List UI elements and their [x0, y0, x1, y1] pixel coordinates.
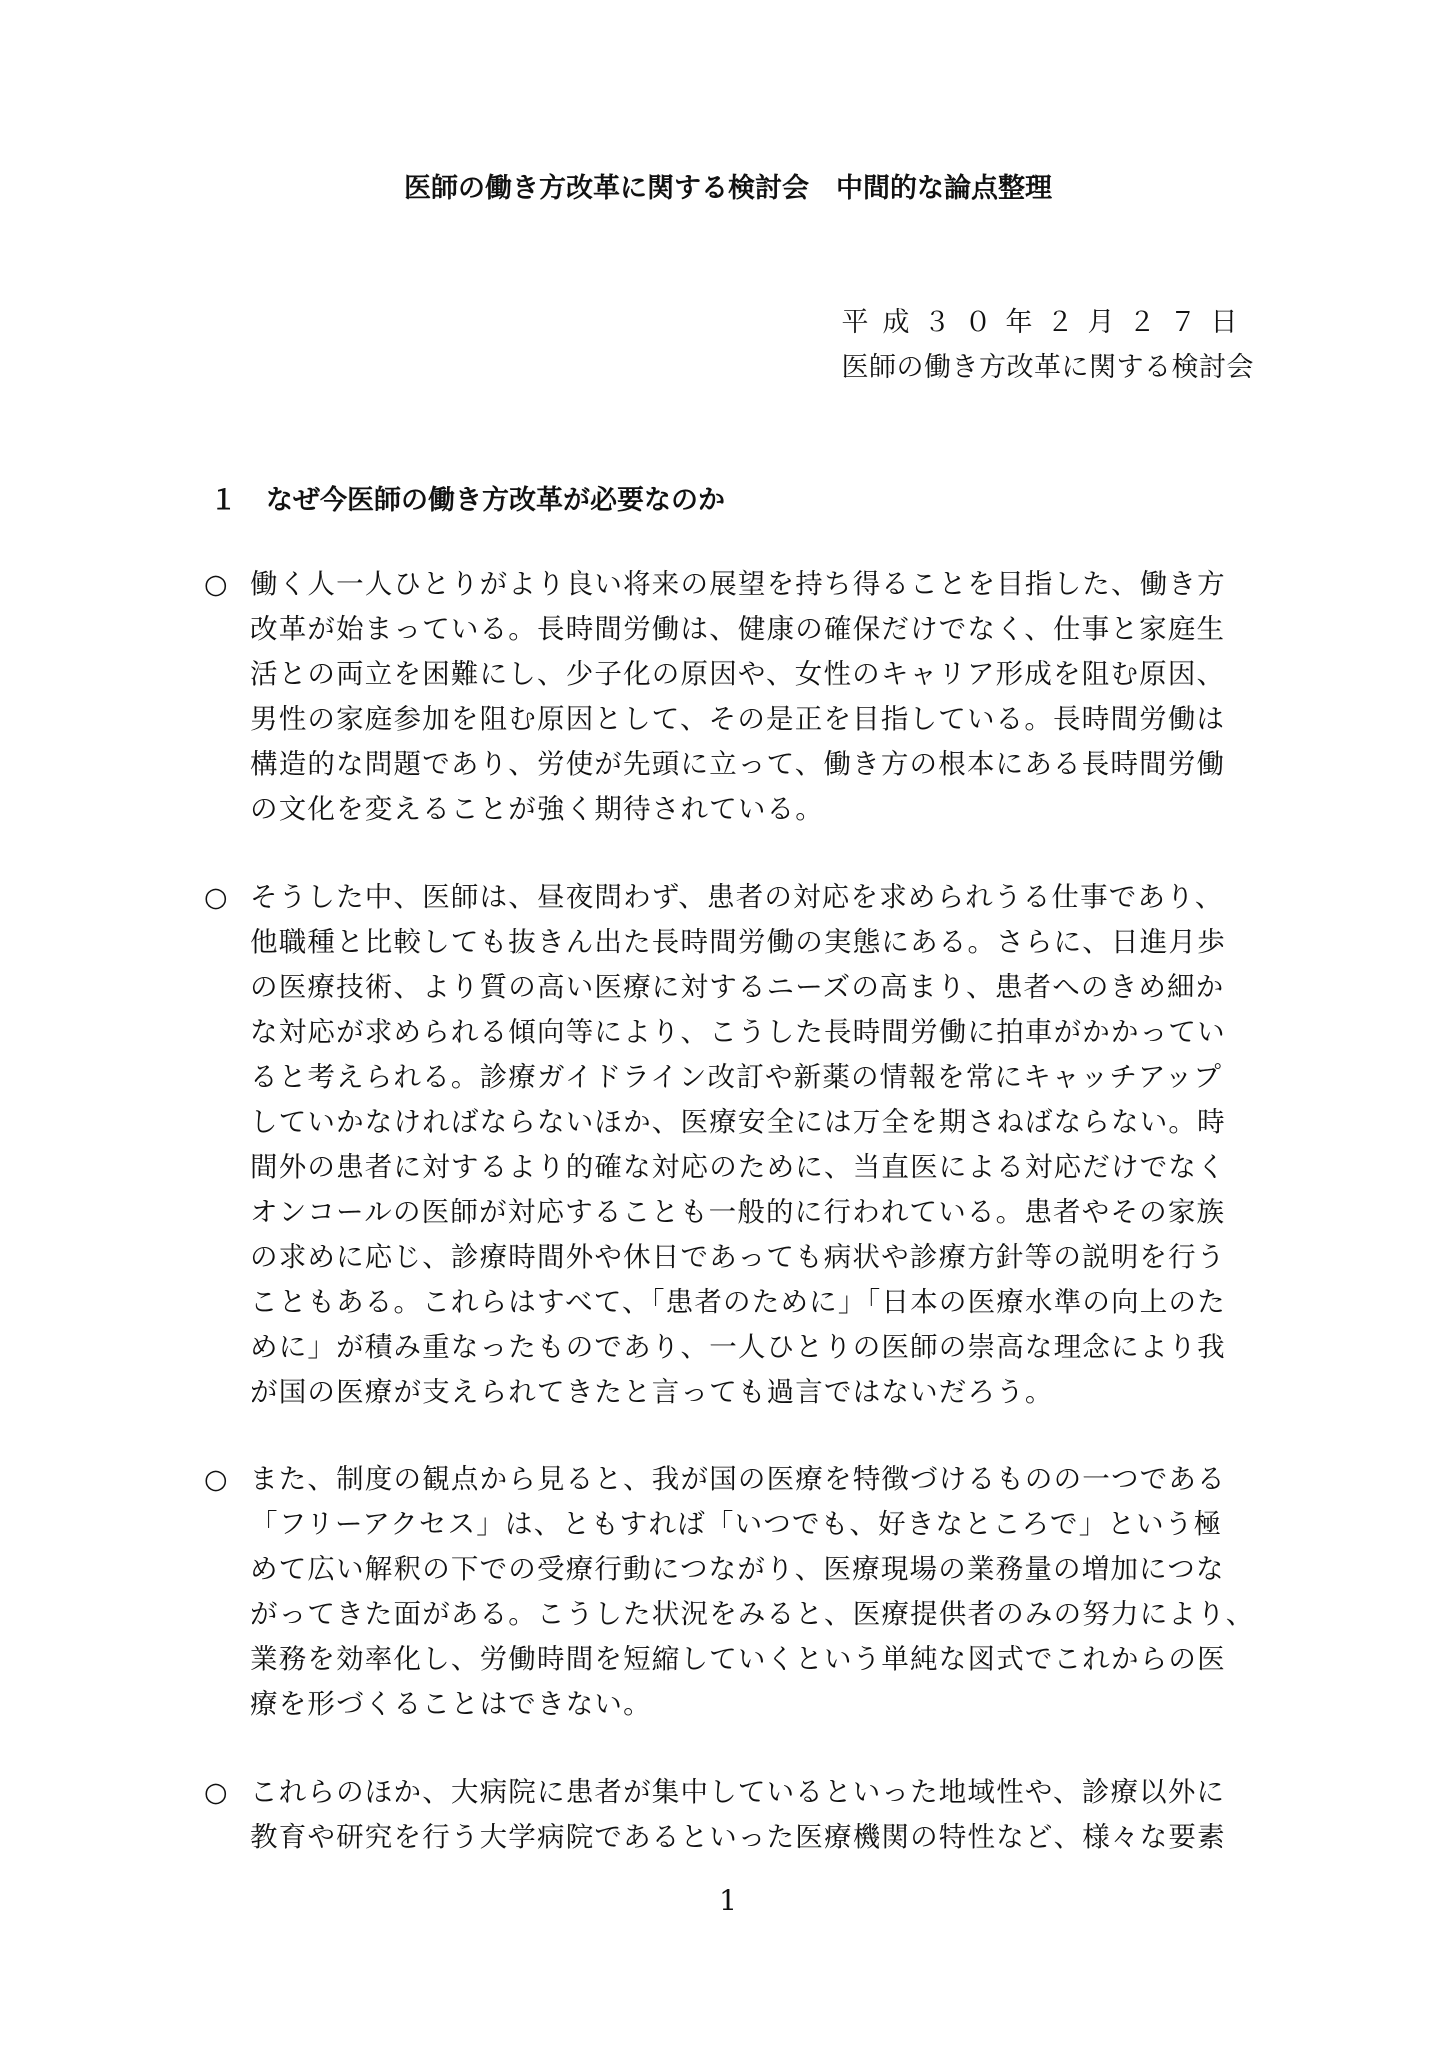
paragraph-line: がってきた面がある。こうした状況をみると、医療提供者のみの努力により、 — [250, 1598, 1255, 1630]
paragraph-line: そうした中、医師は、昼夜問わず、患者の対応を求められうる仕事であり、 — [250, 881, 1224, 913]
document-title: 医師の働き方改革に関する検討会 中間的な論点整理 — [404, 173, 1052, 204]
paragraph-line: 構造的な問題であり、労使が先頭に立って、働き方の根本にある長時間労働 — [250, 748, 1226, 780]
paragraph-line: 男性の家庭参加を阻む原因として、その是正を目指している。長時間労働は — [250, 703, 1226, 735]
bullet-circle-icon: ○ — [204, 1464, 229, 1495]
bullet-circle-icon: ○ — [204, 569, 229, 600]
paragraph-line: の医療技術、より質の高い医療に対するニーズの高まり、患者へのきめ細か — [250, 971, 1225, 1003]
bullet-circle-icon: ○ — [204, 1777, 229, 1808]
paragraph-line: 教育や研究を行う大学病院であるといった医療機関の特性など、様々な要素 — [250, 1821, 1226, 1853]
paragraph-line: の求めに応じ、診療時間外や休日であっても病状や診療方針等の説明を行う — [250, 1241, 1226, 1273]
paragraph-line: めて広い解釈の下での受療行動につながり、医療現場の業務量の増加につな — [250, 1553, 1225, 1585]
organization-name: 医師の働き方改革に関する検討会 — [841, 352, 1254, 383]
paragraph-line: が国の医療が支えられてきたと言っても過言ではないだろう。 — [250, 1376, 1054, 1408]
paragraph-line: 改革が始まっている。長時間労働は、健康の確保だけでなく、仕事と家庭生 — [250, 613, 1226, 645]
paragraph-line: 業務を効率化し、労働時間を短縮していくという単純な図式でこれからの医 — [250, 1643, 1226, 1675]
paragraph-line: 働く人一人ひとりがより良い将来の展望を持ち得ることを目指した、働き方 — [250, 568, 1226, 600]
paragraph-line: 他職種と比較しても抜きん出た長時間労働の実態にある。さらに、日進月歩 — [250, 926, 1226, 958]
paragraph-line: 「フリーアクセス」は、ともすれば「いつでも、好きなところで」という極 — [250, 1508, 1223, 1540]
paragraph-4 — [204, 1770, 1262, 1860]
paragraph-line: の文化を変えることが強く期待されている。 — [250, 793, 824, 825]
paragraph-line: オンコールの医師が対応することも一般的に行われている。患者やその家族 — [250, 1196, 1226, 1228]
paragraph-2 — [204, 875, 1262, 1415]
section-heading — [210, 478, 725, 517]
paragraph-line: めに」が積み重なったものであり、一人ひとりの医師の崇高な理念により我 — [250, 1331, 1226, 1363]
paragraph-line: ると考えられる。診療ガイドライン改訂や新薬の情報を常にキャッチアップ — [250, 1061, 1223, 1093]
paragraph-line: していかなければならないほか、医療安全には万全を期さねばならない。時 — [250, 1106, 1226, 1138]
date-block — [842, 300, 1255, 390]
paragraph-line: また、制度の観点から見ると、我が国の医療を特徴づけるものの一つである — [250, 1463, 1226, 1495]
paragraph-line: な対応が求められる傾向等により、こうした長時間労働に拍車がかかってい — [250, 1016, 1226, 1048]
bullet-circle-icon: ○ — [204, 882, 229, 913]
paragraph-line: 療を形づくることはできない。 — [250, 1688, 652, 1720]
section-number: １ — [210, 485, 237, 516]
paragraph-line: こともある。これらはすべて、「患者のために」「日本の医療水準の向上のた — [250, 1286, 1226, 1318]
paragraph-3 — [204, 1457, 1262, 1727]
paragraph-line: 間外の患者に対するより的確な対応のために、当直医による対応だけでなく — [250, 1151, 1226, 1183]
paragraph-line: 活との両立を困難にし、少子化の原因や、女性のキャリア形成を阻む原因、 — [250, 658, 1226, 690]
page-number: 1 — [719, 1884, 737, 1917]
document-date: 平成３０年２月２７日 — [841, 307, 1252, 338]
paragraph-1 — [204, 562, 1262, 832]
section-heading-text: なぜ今医師の働き方改革が必要なのか — [266, 485, 725, 516]
paragraph-line: これらのほか、大病院に患者が集中しているといった地域性や、診療以外に — [250, 1776, 1226, 1808]
